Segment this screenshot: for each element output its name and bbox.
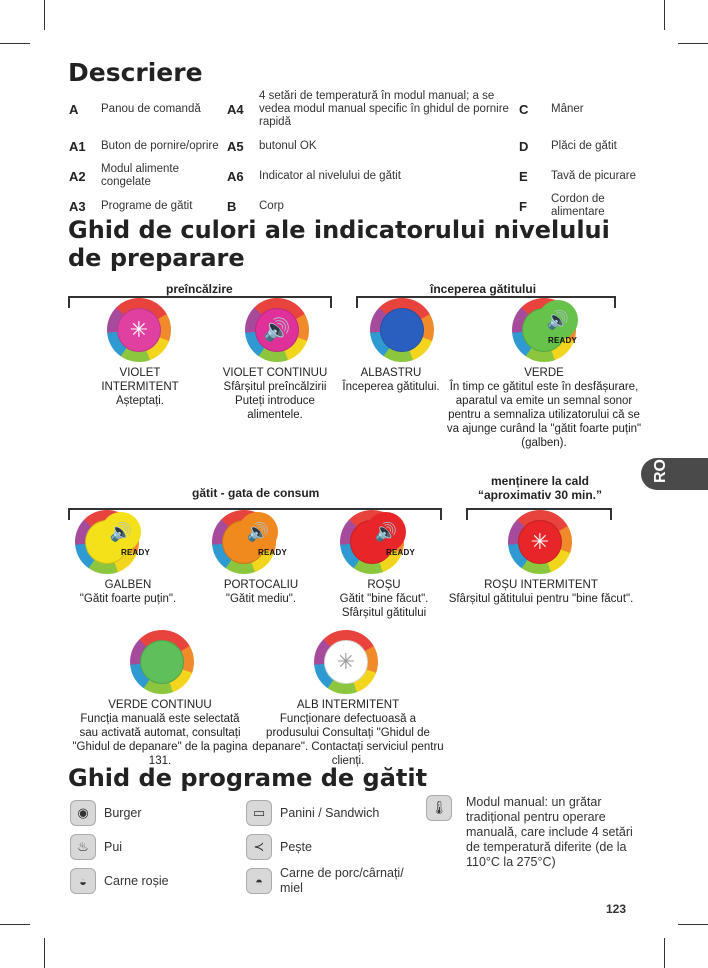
program-item (246, 866, 420, 896)
caption (206, 578, 316, 606)
part-key: C (519, 102, 529, 117)
part-key: A1 (69, 138, 86, 154)
burger-icon: ◉ (70, 800, 96, 826)
dial-green (512, 298, 576, 362)
part-key: B (227, 198, 237, 214)
program-item (246, 834, 312, 860)
language-tab-label: RO (652, 459, 669, 483)
program-label: Carne de porc/cârnați/ miel (280, 866, 404, 895)
thermometer-icon: 🌡 (426, 795, 452, 821)
part-key: A5 (227, 138, 244, 154)
crop-mark (664, 938, 665, 968)
state-text: Funcția manuală este selectată sau activată automat, consultați "Ghidul de depanare" de la pagina 131. (72, 713, 248, 767)
state-name: VIOLET CONTINUU (222, 367, 328, 379)
chicken-icon: ♨ (70, 834, 96, 860)
caption (448, 578, 634, 606)
part-key: A4 (227, 102, 244, 117)
crop-mark (44, 0, 45, 30)
part-label: Indicator al nivelului de gătit (259, 169, 401, 182)
state-name: GALBEN (104, 579, 152, 591)
dial-green-steady (130, 630, 194, 694)
state-text: Gătit "bine făcut". Sfârșitul gătitului (339, 593, 429, 619)
state-text: "Gătit foarte puțin". (79, 593, 177, 605)
state-name: VERDE (524, 367, 564, 379)
preheat-label: preîncălzire (160, 282, 239, 296)
pork-icon: ◓ (246, 868, 272, 894)
program-label: Panini / Sandwich (280, 806, 380, 820)
start-label: începerea gătitului (424, 282, 542, 296)
dial-red-blinking (508, 510, 572, 574)
state-text: Sfârșitul preîncălzirii Puteți introduce alimentele. (223, 381, 327, 421)
part-label: butonul OK (259, 139, 317, 152)
crop-mark (0, 43, 30, 44)
state-name: VERDE CONTINUU (108, 699, 212, 711)
blink-icon: ✳ (336, 649, 356, 674)
dial-core (380, 308, 424, 352)
ready-label: READY (121, 548, 151, 557)
crop-mark (44, 938, 45, 968)
dial-core (140, 640, 184, 684)
caption (252, 698, 444, 768)
state-name: VIOLET INTERMITENT (101, 367, 179, 393)
part-label: Plăci de gătit (551, 139, 617, 152)
dial-violet-blinking (107, 298, 171, 362)
description-table (66, 88, 648, 221)
language-tab (641, 458, 708, 490)
crop-mark (678, 924, 708, 925)
part-label: Tavă de picurare (551, 169, 637, 182)
color-guide-title: Ghid de culori ale indicatorului nivelului de preparare (68, 216, 610, 272)
sound-icon: 🔊 (263, 317, 291, 342)
state-text: În timp ce gătitul este în desfășurare, aparatul va emite un semnal sonor pentru a semnaliza utilizatorului că se va ajunge curând la "gătit foarte puțin" (galben). (446, 381, 642, 449)
ready-label: READY (258, 548, 288, 557)
caption (330, 578, 438, 620)
part-key: F (519, 198, 527, 214)
dial-red (340, 510, 416, 574)
part-key: E (519, 168, 528, 184)
caption (336, 366, 446, 394)
programs-title: Ghid de programe de gătit (68, 764, 428, 792)
sound-icon: 🔊 (366, 512, 406, 552)
state-text: Funcționare defectuoasă a produsului Consultați "Ghidul de depanare". Contactați serviciul pentru clienți. (252, 713, 444, 767)
crop-mark (678, 43, 708, 44)
program-label: Carne roșie (104, 874, 169, 888)
sound-icon: 🔊 (538, 300, 578, 340)
keep-warm-line1: menținere la cald (490, 474, 590, 488)
part-label: Panou de comandă (101, 103, 201, 115)
cooking-label: gătit - gata de consum (186, 486, 325, 500)
caption (446, 366, 642, 450)
part-label: 4 setări de temperatură în modul manual; a se vedea modul manual specific în ghidul de pornire rapidă (259, 90, 509, 128)
program-label: Burger (104, 806, 142, 820)
part-key: A (69, 102, 79, 117)
part-key: D (519, 138, 529, 154)
sound-icon: 🔊 (238, 512, 278, 552)
state-name: ALBASTRU (360, 367, 422, 379)
program-item (70, 868, 169, 894)
blink-icon: ✳ (530, 529, 550, 554)
program-label: Pui (104, 840, 123, 854)
program-label: Pește (280, 840, 312, 854)
part-label: Mâner (551, 103, 584, 115)
program-item (246, 800, 379, 826)
dial-white-blinking (314, 630, 378, 694)
keep-warm-line2: “aproximativ 30 min.” (477, 488, 603, 502)
state-name: ALB INTERMITENT (296, 699, 400, 711)
keep-warm-label (470, 474, 610, 502)
part-label: Modul alimente congelate (101, 163, 179, 188)
caption (80, 366, 200, 408)
state-text: Începerea gătitului. (342, 381, 440, 393)
fish-icon: ≺ (246, 834, 272, 860)
description-title: Descriere (68, 58, 203, 87)
manual-mode-item (426, 795, 646, 870)
program-item (70, 800, 142, 826)
steak-icon: ◒ (70, 868, 96, 894)
part-key: A3 (69, 198, 86, 214)
blink-icon: ✳ (129, 317, 149, 342)
crop-mark (664, 0, 665, 30)
crop-mark (0, 924, 30, 925)
part-label: Buton de pornire/oprire (101, 139, 219, 152)
part-label: Corp (259, 199, 284, 212)
state-name: ROȘU (367, 579, 401, 591)
caption (216, 366, 334, 422)
caption (70, 698, 250, 768)
dial-blue (370, 298, 434, 362)
panini-icon: ▭ (246, 800, 272, 826)
part-key: A6 (227, 168, 244, 184)
state-text: Sfârșitul gătitului pentru "bine făcut". (448, 593, 634, 605)
state-name: PORTOCALIU (223, 579, 299, 591)
state-name: ROȘU INTERMITENT (484, 579, 598, 591)
manual-mode-text: Modul manual: un grătar tradițional pentru operare manuală, care include 4 setări de temperatură diferite (de la 110°C la 275°C) (466, 795, 633, 869)
dial-violet-steady (245, 298, 309, 362)
ready-label: READY (548, 336, 578, 345)
state-text: Așteptați. (116, 395, 164, 407)
dial-yellow (75, 510, 151, 574)
part-key: A2 (69, 168, 86, 184)
part-label: Cordon de alimentare (551, 193, 605, 218)
program-item (70, 834, 122, 860)
state-text: "Gătit mediu". (225, 593, 297, 605)
part-label: Programe de gătit (101, 199, 193, 212)
page-number: 123 (606, 902, 627, 916)
ready-label: READY (386, 548, 416, 557)
caption (68, 578, 188, 606)
dial-orange (212, 510, 288, 574)
sound-icon: 🔊 (101, 512, 141, 552)
